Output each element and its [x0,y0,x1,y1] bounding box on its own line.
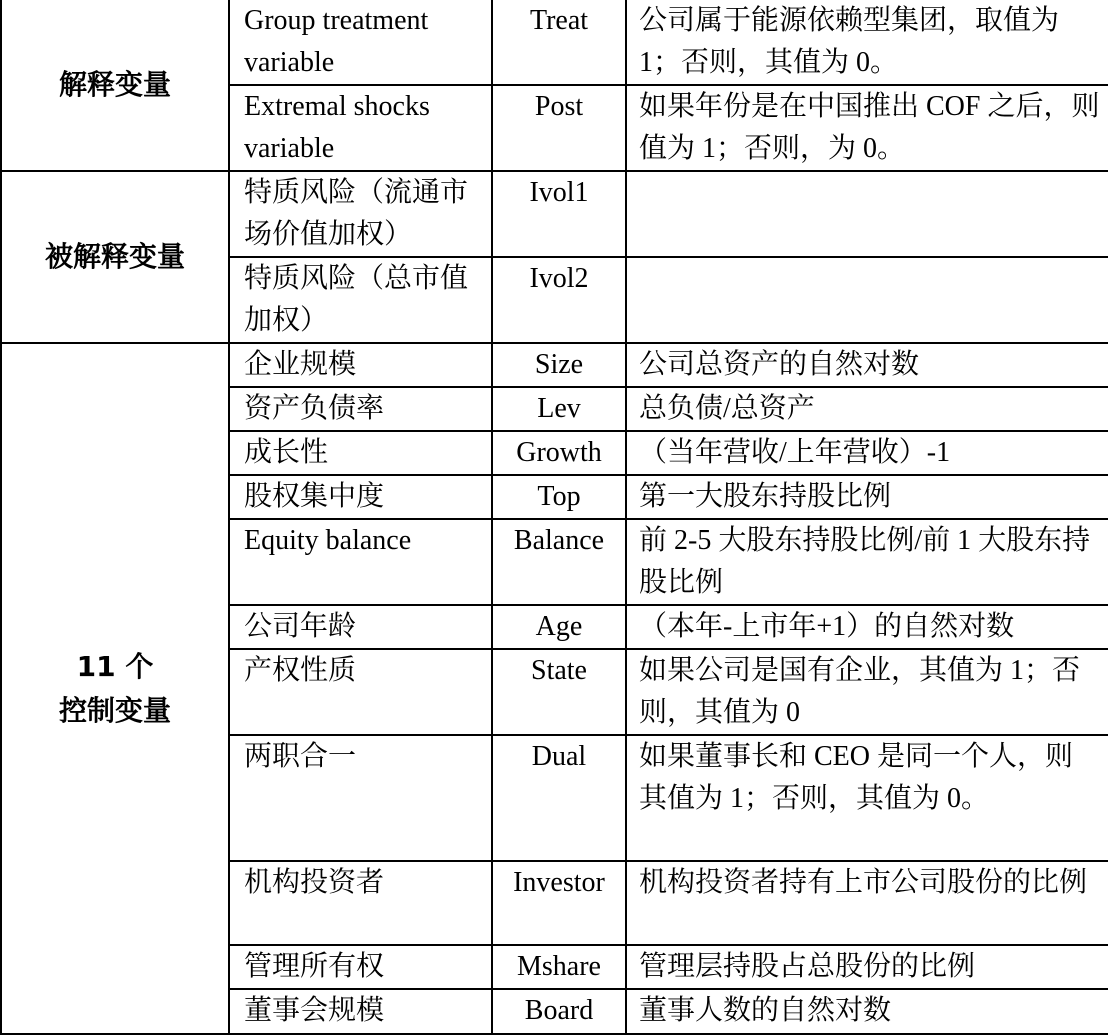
variable-definition-cell: 董事人数的自然对数 [626,989,1108,1034]
variable-name-cell: 产权性质 [229,649,492,735]
variable-definition-cell: 如果董事长和 CEO 是同一个人，则其值为 1；否则，其值为 0。 [626,735,1108,861]
table-body [1,0,1108,1034]
variable-symbol-cell: Investor [492,861,626,945]
variable-name-cell: 管理所有权 [229,945,492,989]
variable-definition-cell: 如果公司是国有企业，其值为 1；否则，其值为 0 [626,649,1108,735]
variable-definition-cell: （本年-上市年+1）的自然对数 [626,605,1108,649]
variable-definition-cell [626,257,1108,343]
variable-symbol-cell: Age [492,605,626,649]
variable-name-cell: 特质风险（总市值加权） [229,257,492,343]
variable-symbol-cell: Size [492,343,626,387]
variable-definition-cell: 公司属于能源依赖型集团，取值为 1；否则，其值为 0。 [626,0,1108,85]
variable-symbol-cell: Top [492,475,626,519]
variable-definition-cell: 机构投资者持有上市公司股份的比例 [626,861,1108,945]
variable-symbol-cell: Balance [492,519,626,605]
variable-name-cell: 机构投资者 [229,861,492,945]
variable-definition-cell [626,171,1108,257]
variable-symbol-cell: Dual [492,735,626,861]
category-label-count: 11 个 [76,649,154,683]
variable-definition-cell: 如果年份是在中国推出 COF 之后，则值为 1；否则，为 0。 [626,85,1108,171]
variable-name-cell: 公司年龄 [229,605,492,649]
variable-name-cell: 特质风险（流通市场价值加权） [229,171,492,257]
variable-definition-cell: 管理层持股占总股份的比例 [626,945,1108,989]
variable-name-cell: 董事会规模 [229,989,492,1034]
variable-symbol-cell: Post [492,85,626,171]
category-cell [1,343,229,1034]
variable-name-cell: 股权集中度 [229,475,492,519]
category-label: 控制变量 [58,693,171,727]
variable-symbol-cell: Mshare [492,945,626,989]
category-cell [1,0,229,171]
variable-definition-cell: 总负债/总资产 [626,387,1108,431]
variable-symbol-cell: Board [492,989,626,1034]
variable-name-cell: 成长性 [229,431,492,475]
variable-name-cell: 企业规模 [229,343,492,387]
variable-name-cell: 资产负债率 [229,387,492,431]
variable-definition-cell: 公司总资产的自然对数 [626,343,1108,387]
category-label: 被解释变量 [44,240,185,273]
variable-definition-cell: （当年营收/上年营收）-1 [626,431,1108,475]
variable-name-cell: Equity balance [229,519,492,605]
category-cell [1,171,229,343]
table-row [1,343,1108,387]
variable-definition-cell: 第一大股东持股比例 [626,475,1108,519]
variable-name-cell: 两职合一 [229,735,492,861]
variable-name-cell: Extremal shocks variable [229,85,492,171]
variable-definition-cell: 前 2-5 大股东持股比例/前 1 大股东持股比例 [626,519,1108,605]
category-label: 解释变量 [58,68,171,101]
variable-symbol-cell: Lev [492,387,626,431]
variable-symbol-cell: Ivol2 [492,257,626,343]
variable-symbol-cell: Growth [492,431,626,475]
variable-symbol-cell: Treat [492,0,626,85]
table-row [1,0,1108,85]
variable-symbol-cell: State [492,649,626,735]
variable-name-cell: Group treatment variable [229,0,492,85]
table-row [1,171,1108,257]
variable-symbol-cell: Ivol1 [492,171,626,257]
